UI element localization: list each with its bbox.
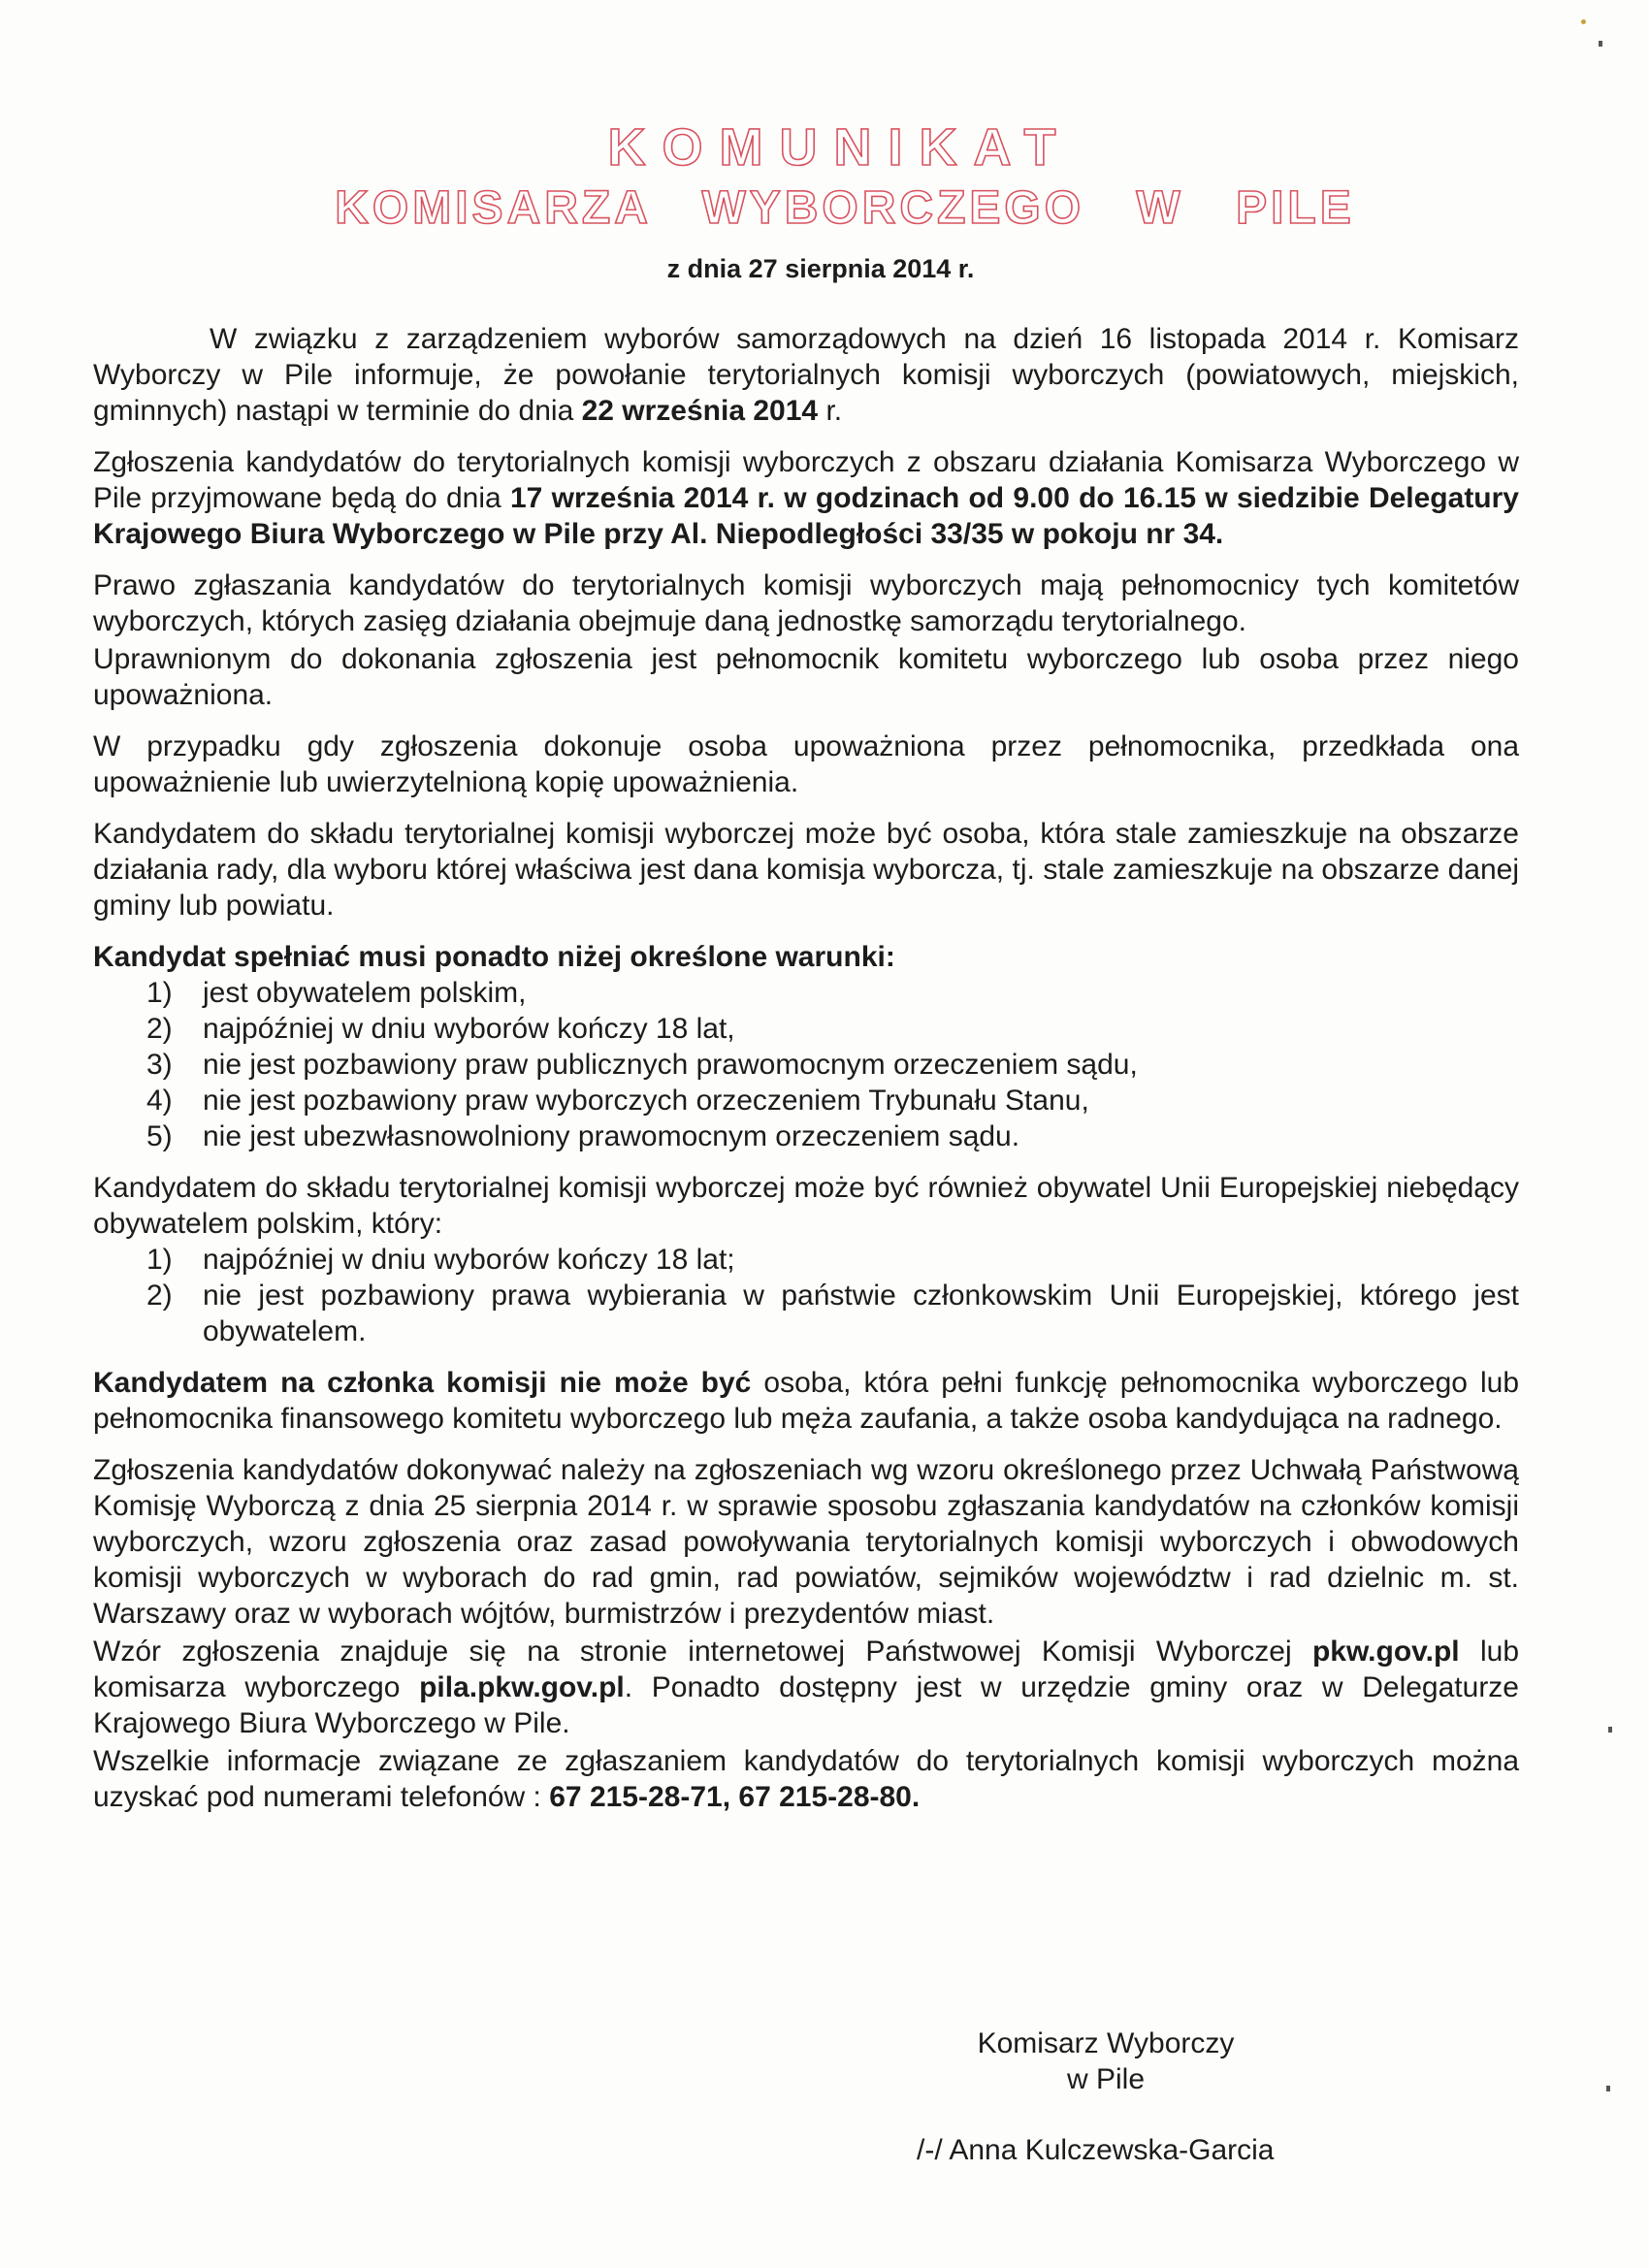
conditions-list <box>93 975 1519 1154</box>
paragraph-contact-phones: Wszelkie informacje związane ze zgłaszaniem kandydatów do terytorialnych komisji wyborczych można uzyskać pod numerami telefonów : 67 215-28-71, 67 215-28-80. <box>93 1745 1519 1813</box>
title-issuer: KOMISARZA WYBORCZEGO W PILE <box>335 182 1355 234</box>
conditions-heading: Kandydat spełniać musi ponadto niżej określone warunki: <box>93 941 895 973</box>
link-pkw: pkw.gov.pl <box>1311 1636 1460 1668</box>
list-item: 3) nie jest pozbawiony praw publicznych prawomocnym orzeczeniem sądu, <box>146 1049 1138 1081</box>
list-item: 2) najpóźniej w dniu wyborów kończy 18 lat, <box>146 1013 735 1045</box>
list-item: 2) nie jest pozbawiony prawa wybierania w państwie członkowskim Unii Europejskiej, którego jest obywatelem. <box>146 1280 1519 1347</box>
notice-document <box>93 116 1519 1815</box>
scan-speck <box>1608 1727 1612 1733</box>
issue-date: z dnia 27 sierpnia 2014 r. <box>666 254 975 283</box>
list-item: 1) jest obywatelem polskim, <box>146 977 527 1009</box>
signature-role-line2: w Pile <box>1066 2063 1146 2095</box>
link-pila-pkw: pila.pkw.gov.pl <box>419 1671 625 1703</box>
paragraph-candidate-residence: Kandydatem do składu terytorialnej komisji wyborczej może być osoba, która stale zamieszkuje na obszarze działania rady, dla wyboru której właściwa jest dana komisja wyborcza, tj. stale zamieszkuje na obszarze danej gminy lub powiatu. <box>93 818 1519 922</box>
paragraph-exclusions: Kandydatem na członka komisji nie może być osoba, która pełni funkcję pełnomocnika wyborczego lub pełnomocnika finansowego komitetu wyborczego lub męża zaufania, a także osoba kandydująca na radnego. <box>93 1367 1520 1435</box>
paragraph-form-location: Wzór zgłoszenia znajduje się na stronie internetowej Państwowej Komisji Wyborczej pkw.gov.pl lub komisarza wyborczego pila.pkw.gov.pl. Ponadto dostępny jest w urzędzie gminy oraz w Delegaturze Krajowego Biura Wyborczego w Pile. <box>93 1636 1519 1739</box>
paragraph-submission-deadline: Zgłoszenia kandydatów do terytorialnych komisji wyborczych z obszaru działania Komisarza Wyborczego w Pile przyjmowane będą do dnia 17 września 2014 r. w godzinach od 9.00 do 16.15 w siedzibie Delegatury Krajowego Biura Wyborczego w Pile przy Al. Niepodległości 33/35 w pokoju nr 34. <box>93 446 1519 550</box>
scan-speck <box>1606 2086 1610 2091</box>
eu-conditions-list <box>93 1242 1519 1349</box>
list-item: 5) nie jest ubezwłasnowolniony prawomocnym orzeczeniem sądu. <box>146 1120 1020 1152</box>
signature-name: /-/ Anna Kulczewska-Garcia <box>917 2134 1275 2166</box>
paragraph-authorized-person: Uprawnionym do dokonania zgłoszenia jest pełnomocnik komitetu wyborczego lub osoba przez niego upoważniona. <box>93 643 1519 711</box>
signature-role <box>951 2025 1261 2097</box>
scan-speck <box>1581 19 1586 24</box>
paragraph-authorization: W przypadku gdy zgłoszenia dokonuje osoba upoważniona przez pełnomocnika, przedkłada ona upoważnienie lub uwierzytelnioną kopię upoważnienia. <box>93 730 1519 798</box>
paragraph-eu-citizen: Kandydatem do składu terytorialnej komisji wyborczej może być również obywatel Unii Europejskiej niebędący obywatelem polskim, który: <box>93 1172 1519 1240</box>
paragraph-election-date: W związku z zarządzeniem wyborów samorządowych na dzień 16 listopada 2014 r. Komisarz Wyborczy w Pile informuje, że powołanie terytorialnych komisji wyborczych (powiatowych, miejskich, gminnych) nastąpi w terminie do dnia 22 września 2014 r. <box>93 323 1519 427</box>
paragraph-right-to-submit: Prawo zgłaszania kandydatów do terytorialnych komisji wyborczych mają pełnomocnicy tych komitetów wyborczych, których zasięg działania obejmuje daną jednostkę samorządu terytorialnego. <box>93 569 1519 637</box>
title-komunikat: KOMUNIKAT <box>607 118 1073 177</box>
signature-role-line1: Komisarz Wyborczy <box>977 2027 1235 2059</box>
list-item: 4) nie jest pozbawiony praw wyborczych orzeczeniem Trybunału Stanu, <box>146 1085 1089 1117</box>
list-item: 1) najpóźniej w dniu wyborów kończy 18 lat; <box>146 1244 735 1276</box>
scan-speck <box>1599 41 1602 47</box>
paragraph-submission-form: Zgłoszenia kandydatów dokonywać należy na zgłoszeniach wg wzoru określonego przez Uchwałą Państwową Komisję Wyborczą z dnia 25 sierpnia 2014 r. w sprawie sposobu zgłaszania kandydatów na członków komisji wyborczych, wzoru zgłoszenia oraz zasad powoływania terytorialnych komisji wyborczych i obwodowych komisji wyborczych w wyborach do rad gmin, rad powiatów, sejmików województw i rad dzielnic m. st. Warszawy oraz w wyborach wójtów, burmistrzów i prezydentów miast. <box>93 1454 1519 1630</box>
